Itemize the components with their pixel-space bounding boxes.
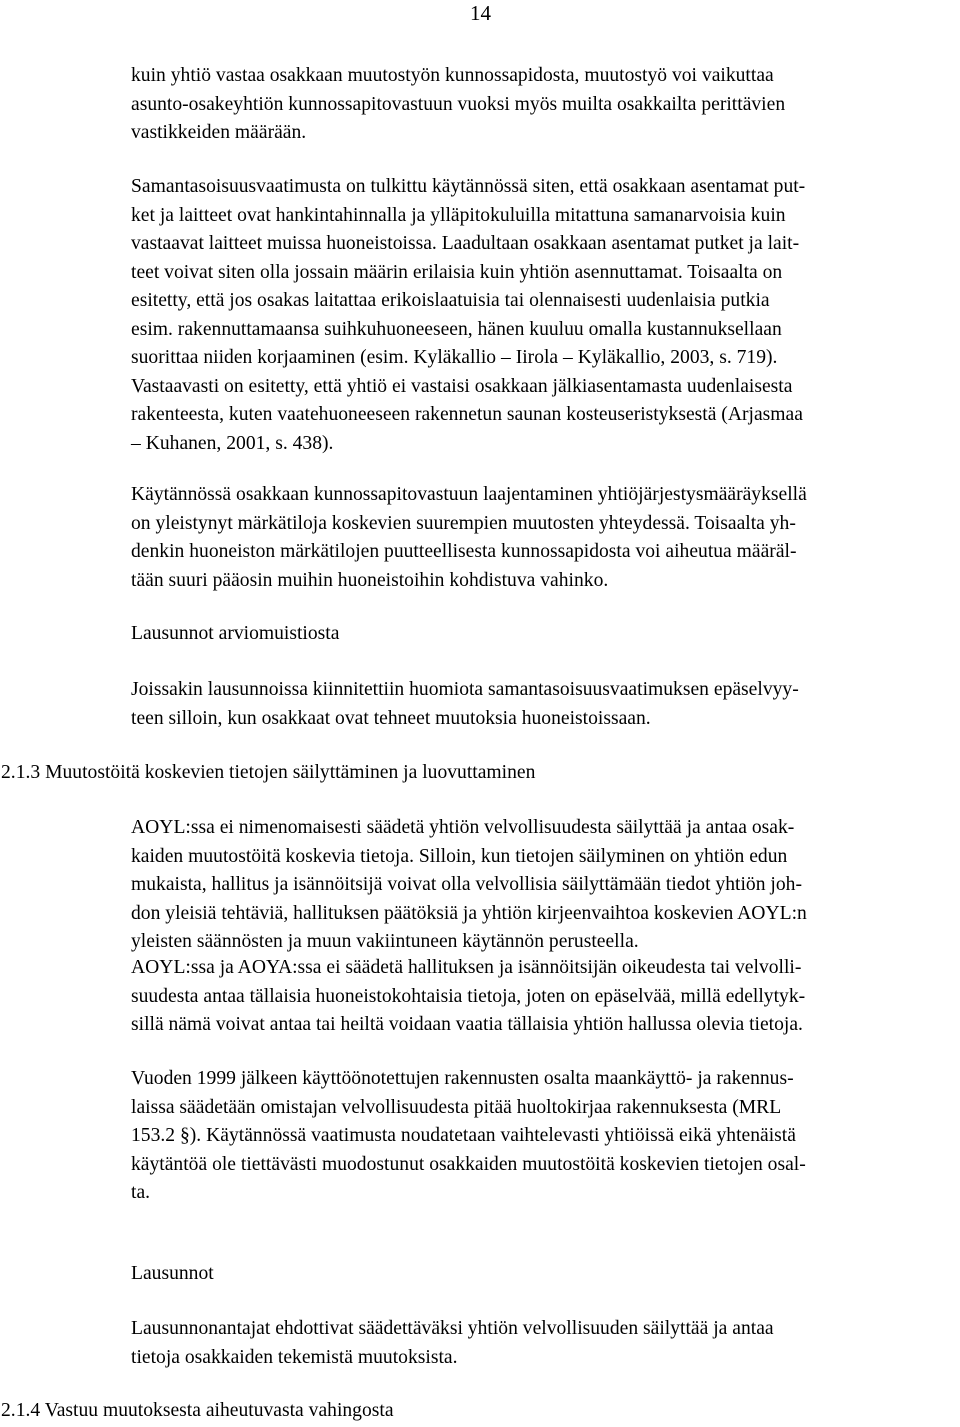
section-heading-2-1-3: 2.1.3 Muutostöitä koskevien tietojen säilyttäminen ja luovuttaminen — [1, 762, 536, 783]
paragraph-statements-proposal: Lausunnonantajat ehdottivat säädettäväksi yhtiön velvollisuuden säilyttää ja antaa tietoja osakkaiden tekemistä muutoksista. — [131, 1318, 774, 1368]
paragraph-equivalence-requirement: Samantasoisuusvaatimusta on tulkittu käytännössä siten, että osakkaan asentamat put- ket ja laitteet ovat hankintahinnalla ja ylläpitokuluilla mitattuna samanarvoisia kuin vastaavat laitteet muissa huoneistoissa. Laadultaan osakkaan asentamat putket ja lait- teet voivat siten olla jossain määrin erilaisia kuin yhtiön asennuttamat. Toisaalta on esitetty, että jos osakas laitattaa erikoislaatuisia tai olennaisesti uudenlaisia putkia esim. rakennuttamaansa suihkuhuoneeseen, hänen kuuluu omalla kustannuksellaan suorittaa niiden korjaaminen (esim. Kyläkallio – Iirola – Kyläkallio, 2003, s. 719). Vastaavasti on esitetty, että yhtiö ei vastaisi osakkaan jälkiasentamasta uudenlaisesta rakenteesta, kuten vaatehuoneeseen rakennetun saunan kosteuseristyksestä (Arjasmaa – Kuhanen, 2001, s. 438). — [131, 176, 806, 454]
paragraph-maintenance-cost: kuin yhtiö vastaa osakkaan muutostyön kunnossapidosta, muutostyö voi vaikuttaa asunto-osakeyhtiön kunnossapitovastuun vuoksi myös muilta osakkailta perittävien vastikkeiden määrään. — [131, 65, 786, 143]
paragraph-maintenance-book: Vuoden 1999 jälkeen käyttöönotettujen rakennusten osalta maankäyttö- ja rakennus- laissa säädetään omistajan velvollisuudesta pitää huoltokirjaa rakennuksesta (MRL 153.2 §). Käytännössä vaatimusta noudatetaan vaihtelevasti yhtiöissä eikä yhtenäistä käytäntöä ole tiettävästi muodostunut osakkaiden muutostöitä koskevien tietojen osal- ta. — [131, 1068, 806, 1203]
paragraph-aoyl-aoya: AOYL:ssa ja AOYA:ssa ei säädetä hallituksen ja isännöitsijän oikeudesta tai velvolli- suudesta antaa tällaisia huoneistokohtaisia tietoja, joten on epäselvää, millä edellytyk- sillä nämä voivat antaa tai heiltä voidaan vaatia tällaisia yhtiön hallussa olevia tietoja. — [131, 957, 806, 1035]
paragraph-statements-memo: Joissakin lausunnoissa kiinnitettiin huomiota samantasoisuusvaatimuksen epäselvyy- teen silloin, kun osakkaat ovat tehneet muutoksia huoneistoissaan. — [131, 679, 799, 729]
page-number: 14 — [470, 1, 491, 25]
subheading-statements: Lausunnot — [131, 1263, 214, 1284]
subheading-statements-memo: Lausunnot arviomuistiosta — [131, 623, 340, 644]
paragraph-bylaw-extension: Käytännössä osakkaan kunnossapitovastuun laajentaminen yhtiöjärjestysmääräyksellä on yleistynyt märkätiloja koskevien suurempien muutosten yhteydessä. Toisaalta yh- denkin huoneiston märkätilojen puutteellisesta kunnossapidosta voi aiheutua määräl- tään suuri pääosin muihin huoneistoihin kohdistuva vahinko. — [131, 484, 807, 591]
section-heading-2-1-4: 2.1.4 Vastuu muutoksesta aiheutuvasta vahingosta — [1, 1400, 394, 1421]
paragraph-aoyl-obligation: AOYL:ssa ei nimenomaisesti säädetä yhtiön velvollisuudesta säilyttää ja antaa osak- kaiden muutostöitä koskevia tietoja. Silloin, kun tietojen säilyminen on yhtiön edun mukaista, hallitus ja isännöitsijä voivat olla velvollisia säilyttämään tiedot yhtiön joh- don yleisiä tehtäviä, hallituksen päätöksiä ja yhtiön kirjeenvaihtoa koskevien AOYL:n yleisten säännösten ja muun vakiintuneen käytännön perusteella. — [131, 817, 807, 952]
